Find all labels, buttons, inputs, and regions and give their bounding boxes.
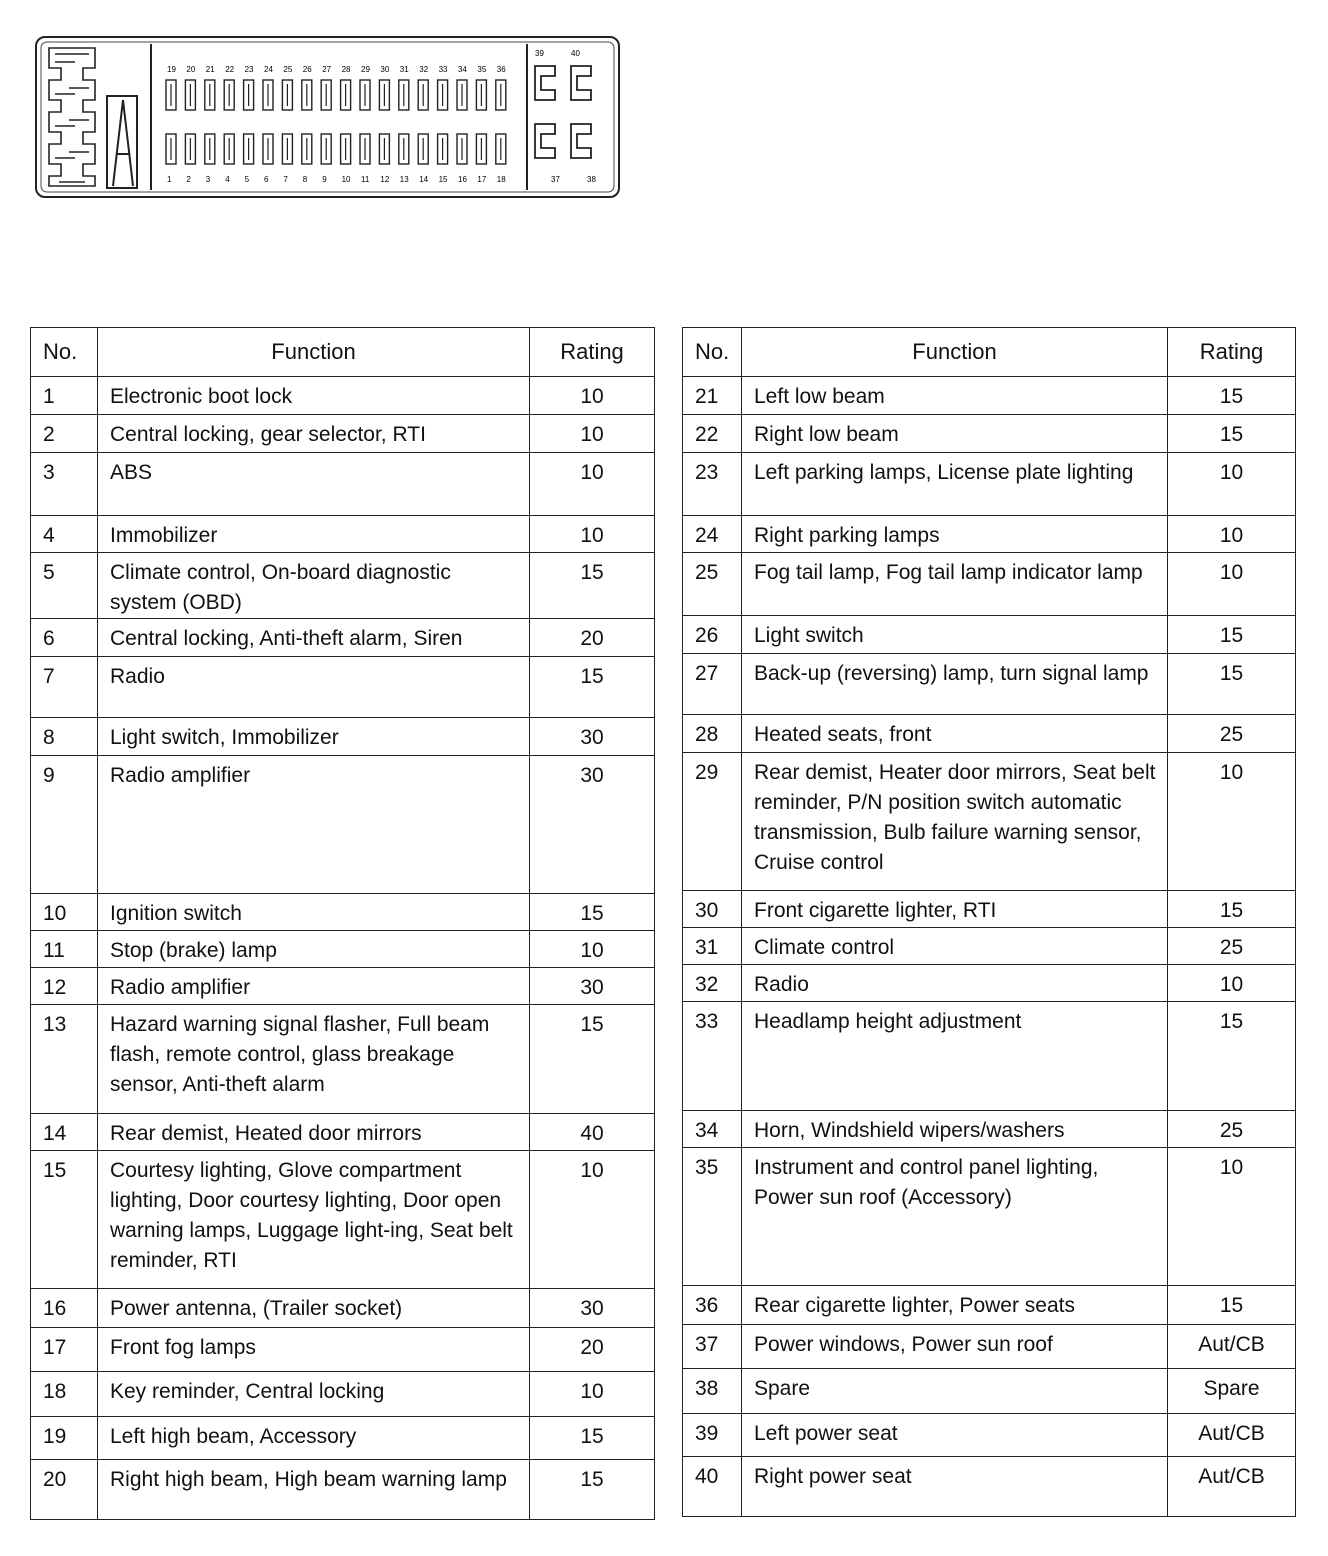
fuse-number: 24	[683, 516, 742, 553]
fuse-function: Back-up (reversing) lamp, turn signal lamp	[742, 654, 1168, 715]
fuse-rating: 10	[530, 931, 655, 968]
top-fuse-number: 31	[399, 65, 409, 74]
fuse-rating: 30	[530, 718, 655, 756]
fuse-rating: 10	[1168, 753, 1296, 891]
fuse-function: Heated seats, front	[742, 715, 1168, 753]
table-row	[683, 1286, 1296, 1325]
fuse-number: 23	[683, 453, 742, 516]
fuse-rating: 15	[1168, 891, 1296, 928]
fuse-number: 22	[683, 415, 742, 453]
fuse-number: 20	[31, 1460, 98, 1520]
fuse-rating: 15	[1168, 1286, 1296, 1325]
fuse-number: 9	[31, 756, 98, 894]
top-fuse-number: 21	[205, 65, 215, 74]
fuse-number: 28	[683, 715, 742, 753]
table-header-row	[31, 328, 655, 377]
header-function: Function	[742, 328, 1168, 377]
bottom-fuse-number: 10	[341, 175, 351, 184]
fuse-number-37: 37	[551, 175, 560, 184]
fuse-function: Power windows, Power sun roof	[742, 1325, 1168, 1369]
fuse-number-38: 38	[587, 175, 596, 184]
fuse-function: Instrument and control panel lighting, Power sun roof (Accessory)	[742, 1148, 1168, 1286]
fuse-box-outline	[36, 37, 619, 197]
fuse-function: Left parking lamps, License plate lighting	[742, 453, 1168, 516]
top-fuse-number: 33	[438, 65, 448, 74]
fuse-table-right	[682, 327, 1296, 1517]
fuse-rating: 10	[530, 377, 655, 415]
table-row	[683, 516, 1296, 553]
fuse-function: Fog tail lamp, Fog tail lamp indicator lamp	[742, 553, 1168, 616]
table-row	[683, 1369, 1296, 1414]
fuse-rating: 20	[530, 619, 655, 657]
fuse-function: Stop (brake) lamp	[98, 931, 530, 968]
fuse-function: Light switch, Immobilizer	[98, 718, 530, 756]
fuse-function: Front cigarette lighter, RTI	[742, 891, 1168, 928]
table-row	[683, 616, 1296, 654]
table-row	[683, 654, 1296, 715]
fuse-rating: 10	[1168, 965, 1296, 1002]
bottom-fuse-number: 11	[361, 175, 370, 184]
fuse-number: 18	[31, 1372, 98, 1417]
table-row	[683, 753, 1296, 891]
bottom-fuse-number: 6	[264, 175, 269, 184]
table-row	[31, 377, 655, 415]
fuse-function: Radio amplifier	[98, 756, 530, 894]
table-row	[683, 1148, 1296, 1286]
fuse-rating: 15	[1168, 654, 1296, 715]
table-row	[31, 1328, 655, 1372]
fuse-number: 30	[683, 891, 742, 928]
fuse-function: Hazard warning signal flasher, Full beam flash, remote control, glass breakage sensor, Anti-theft alarm	[98, 1005, 530, 1114]
fuse-number: 26	[683, 616, 742, 654]
header-no: No.	[683, 328, 742, 377]
table-row	[31, 516, 655, 553]
fuse-number: 4	[31, 516, 98, 553]
table-row	[683, 415, 1296, 453]
bottom-fuse-number: 14	[419, 175, 429, 184]
fuse-function: Spare	[742, 1369, 1168, 1414]
bottom-fuse-number: 17	[477, 175, 487, 184]
header-rating: Rating	[1168, 328, 1296, 377]
fuse-table-left	[30, 327, 655, 1520]
fuse-number: 2	[31, 415, 98, 453]
top-fuse-number: 19	[167, 65, 176, 74]
fuse-rating: 10	[1168, 553, 1296, 616]
bottom-fuse-number: 5	[244, 175, 250, 184]
fuse-rating: 25	[1168, 928, 1296, 965]
fuse-function: Rear cigarette lighter, Power seats	[742, 1286, 1168, 1325]
table-row	[31, 415, 655, 453]
fuse-number: 37	[683, 1325, 742, 1369]
fuse-number: 25	[683, 553, 742, 616]
table-row	[31, 1460, 655, 1520]
header-rating: Rating	[530, 328, 655, 377]
table-row	[683, 928, 1296, 965]
table-row	[31, 553, 655, 619]
fuse-function: Right parking lamps	[742, 516, 1168, 553]
table-row	[683, 377, 1296, 415]
fuse-number: 35	[683, 1148, 742, 1286]
fuse-number: 7	[31, 657, 98, 718]
top-fuse-number: 36	[496, 65, 506, 74]
fuse-function: Right high beam, High beam warning lamp	[98, 1460, 530, 1520]
fuse-function: Immobilizer	[98, 516, 530, 553]
fuse-number: 17	[31, 1328, 98, 1372]
fuse-function: Climate control	[742, 928, 1168, 965]
fuse-rating: 10	[1168, 516, 1296, 553]
fuse-function: ABS	[98, 453, 530, 516]
table-row	[31, 1372, 655, 1417]
table-row	[31, 1114, 655, 1151]
fuse-number-40: 40	[571, 49, 580, 58]
top-fuse-number: 25	[283, 65, 293, 74]
fuse-number: 33	[683, 1002, 742, 1111]
fuse-rating: 15	[1168, 616, 1296, 654]
fuse-number: 3	[31, 453, 98, 516]
fuse-rating: 15	[1168, 1002, 1296, 1111]
fuse-rating: 25	[1168, 1111, 1296, 1148]
bottom-fuse-number: 15	[438, 175, 448, 184]
top-fuse-number: 23	[244, 65, 254, 74]
bottom-fuse-number: 4	[225, 175, 230, 184]
top-fuse-number: 29	[361, 65, 370, 74]
fuse-number: 19	[31, 1417, 98, 1460]
fuse-number: 6	[31, 619, 98, 657]
fuse-rating: 15	[1168, 377, 1296, 415]
table-row	[683, 553, 1296, 616]
fuse-function: Courtesy lighting, Glove compartment lighting, Door courtesy lighting, Door open warning lamps, Luggage light-ing, Seat belt reminder, RTI	[98, 1151, 530, 1289]
bottom-fuse-number: 3	[205, 175, 211, 184]
fuse-function: Left power seat	[742, 1414, 1168, 1457]
bottom-fuse-number: 12	[380, 175, 390, 184]
fuse-function: Light switch	[742, 616, 1168, 654]
fuse-rating: 10	[530, 1151, 655, 1289]
fuse-box-diagram	[35, 36, 620, 198]
fuse-rating: 30	[530, 968, 655, 1005]
table-row	[31, 453, 655, 516]
fuse-function: Front fog lamps	[98, 1328, 530, 1372]
fuse-rating: Aut/CB	[1168, 1414, 1296, 1457]
top-fuse-number: 26	[302, 65, 312, 74]
fuse-number: 14	[31, 1114, 98, 1151]
fuse-function: Right low beam	[742, 415, 1168, 453]
fuse-rating: 10	[530, 1372, 655, 1417]
fuse-rating: 15	[530, 1417, 655, 1460]
top-fuse-number: 28	[341, 65, 351, 74]
top-fuse-number: 20	[186, 65, 196, 74]
top-fuse-number: 32	[419, 65, 429, 74]
fuse-function: Climate control, On-board diagnostic system (OBD)	[98, 553, 530, 619]
fuse-rating: Spare	[1168, 1369, 1296, 1414]
fuse-number: 8	[31, 718, 98, 756]
fuse-number: 16	[31, 1289, 98, 1328]
table-row	[31, 968, 655, 1005]
fuse-function: Rear demist, Heater door mirrors, Seat belt reminder, P/N position switch automatic transmission, Bulb failure warning sensor, Cruise control	[742, 753, 1168, 891]
table-row	[31, 619, 655, 657]
fuse-function: Left low beam	[742, 377, 1168, 415]
fuse-function: Horn, Windshield wipers/washers	[742, 1111, 1168, 1148]
bottom-fuse-number: 7	[283, 175, 288, 184]
table-row	[31, 1417, 655, 1460]
top-fuse-number: 34	[458, 65, 467, 74]
fuse-rating: 25	[1168, 715, 1296, 753]
table-row	[31, 718, 655, 756]
table-row	[683, 1457, 1296, 1517]
table-row	[683, 1414, 1296, 1457]
bottom-fuse-number: 9	[322, 175, 327, 184]
fuse-function: Central locking, gear selector, RTI	[98, 415, 530, 453]
table-row	[31, 1289, 655, 1328]
fuse-function: Power antenna, (Trailer socket)	[98, 1289, 530, 1328]
fuse-number: 34	[683, 1111, 742, 1148]
table-row	[31, 756, 655, 894]
fuse-rating: 15	[530, 1460, 655, 1520]
table-row	[683, 715, 1296, 753]
fuse-rating: 15	[1168, 415, 1296, 453]
fuse-number: 39	[683, 1414, 742, 1457]
fuse-number: 15	[31, 1151, 98, 1289]
top-fuse-number: 24	[264, 65, 273, 74]
fuse-number: 40	[683, 1457, 742, 1517]
fuse-rating: 40	[530, 1114, 655, 1151]
fuse-rating: 10	[1168, 1148, 1296, 1286]
table-row	[31, 657, 655, 718]
fuse-function: Rear demist, Heated door mirrors	[98, 1114, 530, 1151]
fuse-number: 31	[683, 928, 742, 965]
fuse-rating: 30	[530, 756, 655, 894]
table-row	[31, 931, 655, 968]
bottom-fuse-number: 18	[496, 175, 506, 184]
header-no: No.	[31, 328, 98, 377]
top-fuse-number: 22	[225, 65, 235, 74]
fuse-rating: 10	[1168, 453, 1296, 516]
table-row	[683, 1325, 1296, 1369]
fuse-number: 13	[31, 1005, 98, 1114]
bottom-fuse-number: 16	[458, 175, 467, 184]
fuse-rating: 10	[530, 415, 655, 453]
top-fuse-number: 35	[477, 65, 487, 74]
table-row	[683, 965, 1296, 1002]
fuse-function: Electronic boot lock	[98, 377, 530, 415]
fuse-rating: Aut/CB	[1168, 1457, 1296, 1517]
fuse-number: 36	[683, 1286, 742, 1325]
top-fuse-number: 27	[322, 65, 332, 74]
fuse-number-39: 39	[535, 49, 544, 58]
table-row	[31, 1151, 655, 1289]
fuse-number: 12	[31, 968, 98, 1005]
fuse-rating: Aut/CB	[1168, 1325, 1296, 1369]
fuse-function: Radio	[98, 657, 530, 718]
table-row	[683, 1002, 1296, 1111]
fuse-number: 10	[31, 894, 98, 931]
fuse-rating: 15	[530, 553, 655, 619]
fuse-rating: 10	[530, 453, 655, 516]
bottom-fuse-number: 8	[302, 175, 308, 184]
fuse-number: 21	[683, 377, 742, 415]
top-fuse-number: 30	[380, 65, 390, 74]
fuse-number: 11	[31, 931, 98, 968]
fuse-function: Key reminder, Central locking	[98, 1372, 530, 1417]
fuse-rating: 30	[530, 1289, 655, 1328]
bottom-fuse-number: 13	[399, 175, 409, 184]
fuse-function: Radio	[742, 965, 1168, 1002]
fuse-function: Left high beam, Accessory	[98, 1417, 530, 1460]
fuse-rating: 10	[530, 516, 655, 553]
table-row	[683, 1111, 1296, 1148]
fuse-rating: 15	[530, 657, 655, 718]
fuse-rating: 15	[530, 1005, 655, 1114]
table-header-row	[683, 328, 1296, 377]
fuse-function: Radio amplifier	[98, 968, 530, 1005]
header-function: Function	[98, 328, 530, 377]
fuse-number: 5	[31, 553, 98, 619]
fuse-number: 29	[683, 753, 742, 891]
fuse-function: Right power seat	[742, 1457, 1168, 1517]
fuse-number: 32	[683, 965, 742, 1002]
fuse-number: 1	[31, 377, 98, 415]
fuse-number: 27	[683, 654, 742, 715]
fuse-function: Headlamp height adjustment	[742, 1002, 1168, 1111]
table-row	[683, 453, 1296, 516]
fuse-rating: 20	[530, 1328, 655, 1372]
table-row	[683, 891, 1296, 928]
fuse-function: Ignition switch	[98, 894, 530, 931]
fuse-function: Central locking, Anti-theft alarm, Siren	[98, 619, 530, 657]
table-row	[31, 1005, 655, 1114]
bottom-fuse-number: 1	[167, 175, 172, 184]
fuse-number: 38	[683, 1369, 742, 1414]
fuse-rating: 15	[530, 894, 655, 931]
bottom-fuse-number: 2	[186, 175, 191, 184]
table-row	[31, 894, 655, 931]
